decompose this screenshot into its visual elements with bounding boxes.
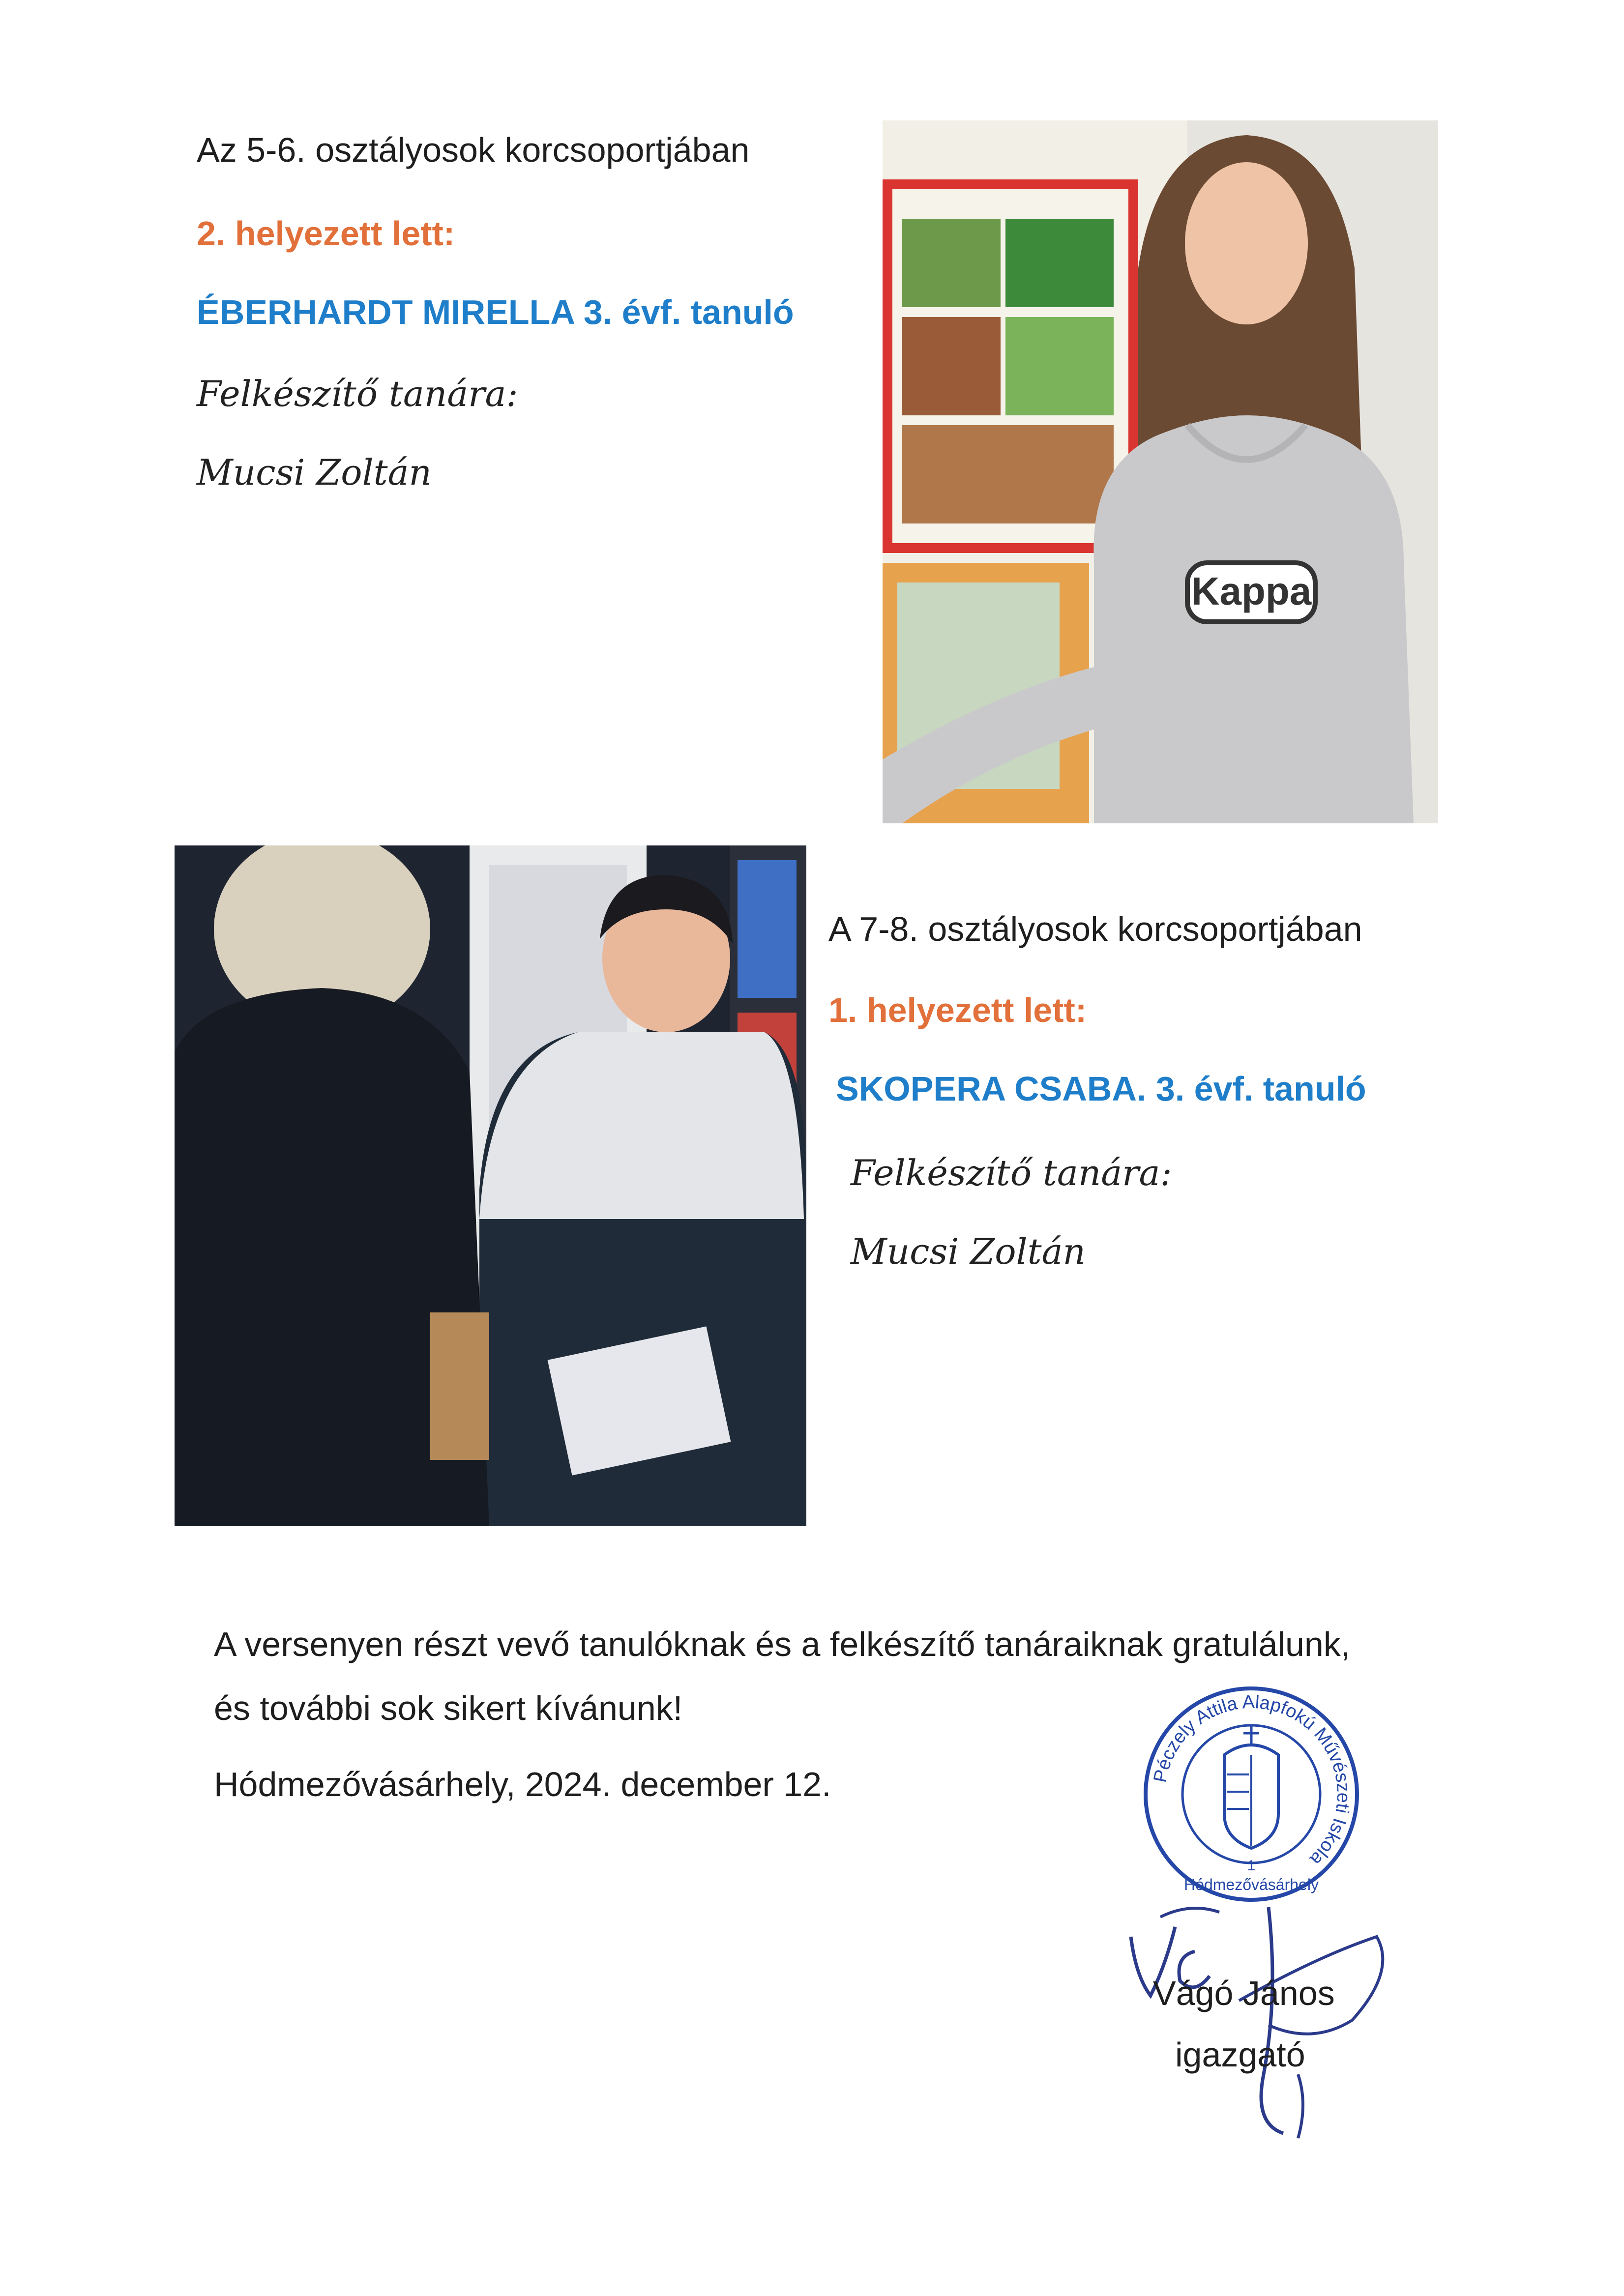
stamp-text: Péczely Attila Alapfokú Művészeti Iskola <box>1150 1691 1354 1870</box>
teacher-name-2: Mucsi Zoltán <box>851 1231 1086 1272</box>
photo-student-1 <box>883 120 1438 823</box>
teacher-label-1: Felkészítő tanára: <box>197 373 518 414</box>
placement-1st: 1. helyezett lett: <box>828 991 1087 1029</box>
category-7-8: A 7-8. osztályosok korcsoportjában <box>828 910 1362 948</box>
place-and-date: Hódmezővásárhely, 2024. december 12. <box>214 1765 831 1803</box>
photo-student-2 <box>175 845 806 1526</box>
stamp-city: Hódmezővásárhely <box>1184 1876 1319 1893</box>
signature-title: igazgató <box>1175 2035 1305 2074</box>
student-name-2: SKOPERA CSABA. 3. évf. tanuló <box>836 1070 1366 1108</box>
signature-name: Vágó János <box>1153 1974 1335 2012</box>
closing-line-1: A versenyen részt vevő tanulóknak és a felkészítő tanáraiknak gratulálunk, <box>214 1625 1351 1663</box>
teacher-name-1: Mucsi Zoltán <box>197 452 432 493</box>
closing-line-2: és további sok sikert kívánunk! <box>214 1689 683 1727</box>
teacher-label-2: Felkészítő tanára: <box>851 1152 1172 1193</box>
coat-of-arms-icon <box>1224 1726 1278 1848</box>
signature-scribble <box>1121 1897 1396 2143</box>
stamp-number: 1 <box>1247 1858 1256 1874</box>
school-stamp <box>1138 1681 1364 1907</box>
category-5-6: Az 5-6. osztályosok korcsoportjában <box>197 131 750 169</box>
kappa-logo-text: Kappa <box>1191 569 1312 613</box>
placement-2nd: 2. helyezett lett: <box>197 214 455 253</box>
student-name-1: ÉBERHARDT MIRELLA 3. évf. tanuló <box>197 293 794 331</box>
